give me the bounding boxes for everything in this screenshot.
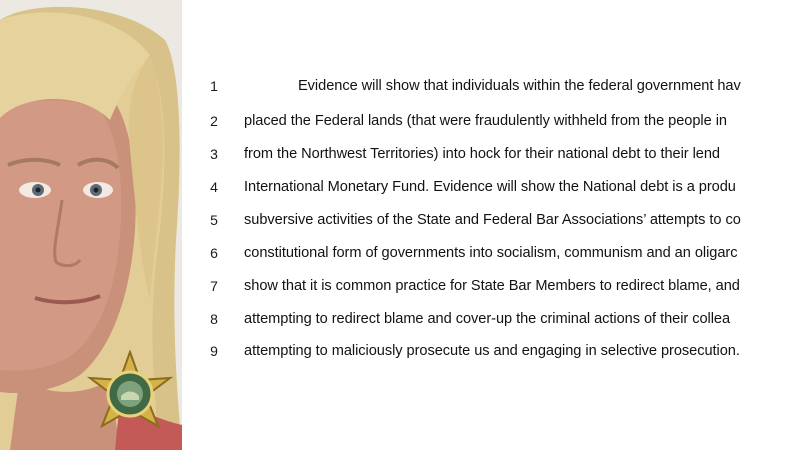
line-text: placed the Federal lands (that were fraudulently withheld from the people in bbox=[244, 113, 727, 129]
line-text: subversive activities of the State and Federal Bar Associations’ attempts to co bbox=[244, 212, 741, 228]
line-text: attempting to redirect blame and cover-up the criminal actions of their collea bbox=[244, 311, 731, 327]
line-number: 6 bbox=[210, 245, 218, 261]
line-text: Evidence will show that individuals within the federal government hav bbox=[298, 78, 741, 94]
line-text: constitutional form of governments into socialism, communism and an oligarc bbox=[244, 245, 738, 261]
line-text: show that it is common practice for State Bar Members to redirect blame, and bbox=[244, 278, 740, 294]
line-number: 3 bbox=[210, 146, 218, 162]
line-text: attempting to maliciously prosecute us and engaging in selective prosecution. bbox=[244, 343, 740, 359]
line-number: 7 bbox=[210, 278, 218, 294]
line-text: International Monetary Fund. Evidence will show the National debt is a produ bbox=[244, 179, 736, 195]
line-number: 1 bbox=[210, 78, 218, 94]
line-number: 4 bbox=[210, 179, 218, 195]
line-number: 9 bbox=[210, 343, 218, 359]
line-number: 5 bbox=[210, 212, 218, 228]
mugshot-photo bbox=[0, 0, 182, 450]
line-text: from the Northwest Territories) into hock for their national debt to their lend bbox=[244, 146, 720, 162]
document-page bbox=[182, 0, 800, 450]
line-number: 8 bbox=[210, 311, 218, 327]
line-number: 2 bbox=[210, 113, 218, 129]
sheriff-star-badge-icon bbox=[84, 350, 176, 442]
